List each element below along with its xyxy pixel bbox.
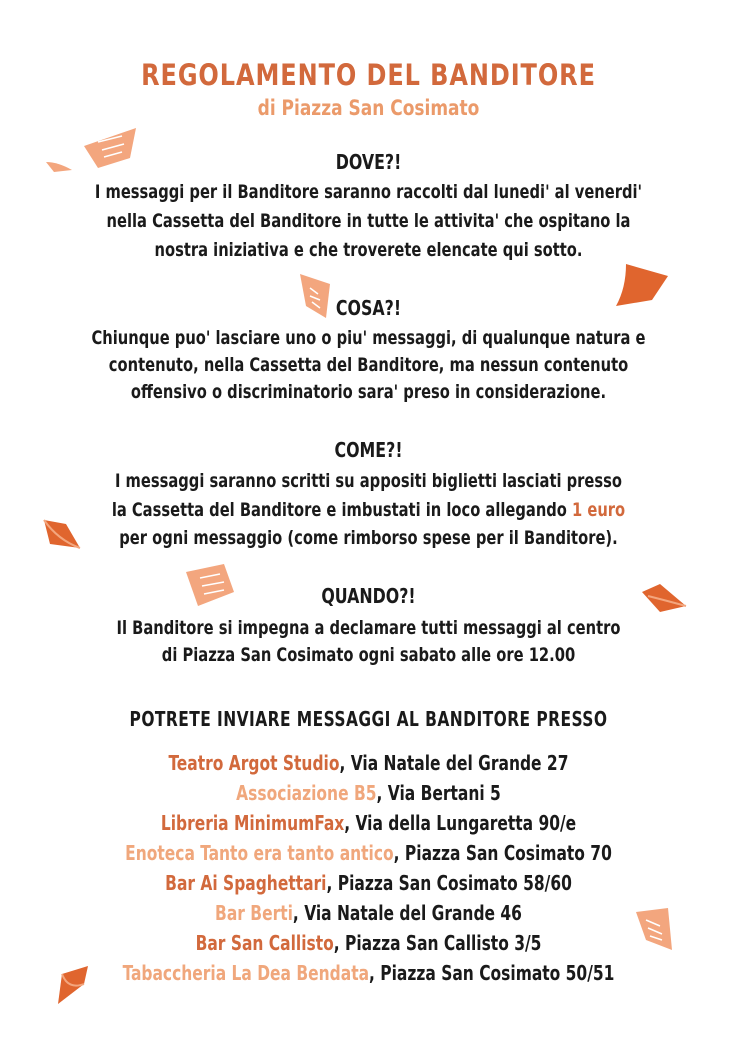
venue-address: , Piazza San Cosimato 58/60 [326,871,572,895]
come-text-line: per ogni messaggio (come rimborso spese per il Banditore). [119,527,618,549]
venue-address: , Via Natale del Grande 27 [339,751,569,775]
price-highlight: 1 euro [572,499,626,521]
dove-text-line: nella Cassetta del Banditore in tutte le attivita' che ospitano la [106,210,631,232]
venue-item [52,871,686,895]
come-text-line: I messaggi saranno scritti su appositi biglietti lasciati presso [114,470,623,492]
venue-address: , Piazza San Callisto 3/5 [333,931,542,955]
venue-item [52,931,686,955]
venue-name: Bar Berti [215,901,293,925]
venue-item [52,961,686,985]
come-text-line [52,499,686,521]
dove-text-line: I messaggi per il Banditore saranno raccolti dal lunedi' al venerdi' [94,181,643,203]
venue-name: Teatro Argot Studio [168,751,340,775]
cosa-text-line: Chiunque puo' lasciare uno o piu' messaggi, di qualunque natura e [91,327,646,349]
venue-name: Bar San Callisto [195,931,334,955]
venue-name: Associazione B5 [236,781,377,805]
venue-item [52,811,686,835]
dove-text-line: nostra iniziativa e che troverete elencate qui sotto. [154,239,583,261]
cosa-text-line: contenuto, nella Cassetta del Banditore, ma nessun contenuto [108,354,629,376]
venue-address: , Piazza San Cosimato 50/51 [369,961,615,985]
quando-text-line: Il Banditore si impegna a declamare tutti messaggi al centro [116,617,621,639]
venue-address: , Via Natale del Grande 46 [292,901,522,925]
venue-address: , Via Bertani 5 [376,781,501,805]
dove-heading: DOVE?! [335,150,402,174]
venue-item [52,781,686,805]
venue-name: Enoteca Tanto era tanto antico [125,841,394,865]
venue-name: Libreria MinimumFax [160,811,345,835]
come-text-segment: la Cassetta del Banditore e imbustati in loco allegando [111,499,573,521]
venues-title: POTRETE INVIARE MESSAGGI AL BANDITORE PRESSO [129,707,608,731]
quando-heading: QUANDO?! [321,584,416,608]
venue-address: , Piazza San Cosimato 70 [393,841,612,865]
venue-name: Bar Ai Spaghettari [165,871,327,895]
cosa-text-line: offensivo o discriminatorio sara' preso in considerazione. [130,381,607,403]
venue-item [52,841,686,865]
page-subtitle: di Piazza San Cosimato [257,96,480,120]
cosa-heading: COSA?! [335,296,402,320]
venue-name: Tabaccheria La Dea Bendata [122,961,370,985]
venue-address: , Via della Lungaretta 90/e [344,811,577,835]
page-title: REGOLAMENTO DEL BANDITORE [141,58,596,92]
venue-item [52,901,686,925]
quando-text-line: di Piazza San Cosimato ogni sabato alle ore 12.00 [161,644,576,666]
venue-item [52,751,686,775]
come-heading: COME?! [334,438,403,462]
